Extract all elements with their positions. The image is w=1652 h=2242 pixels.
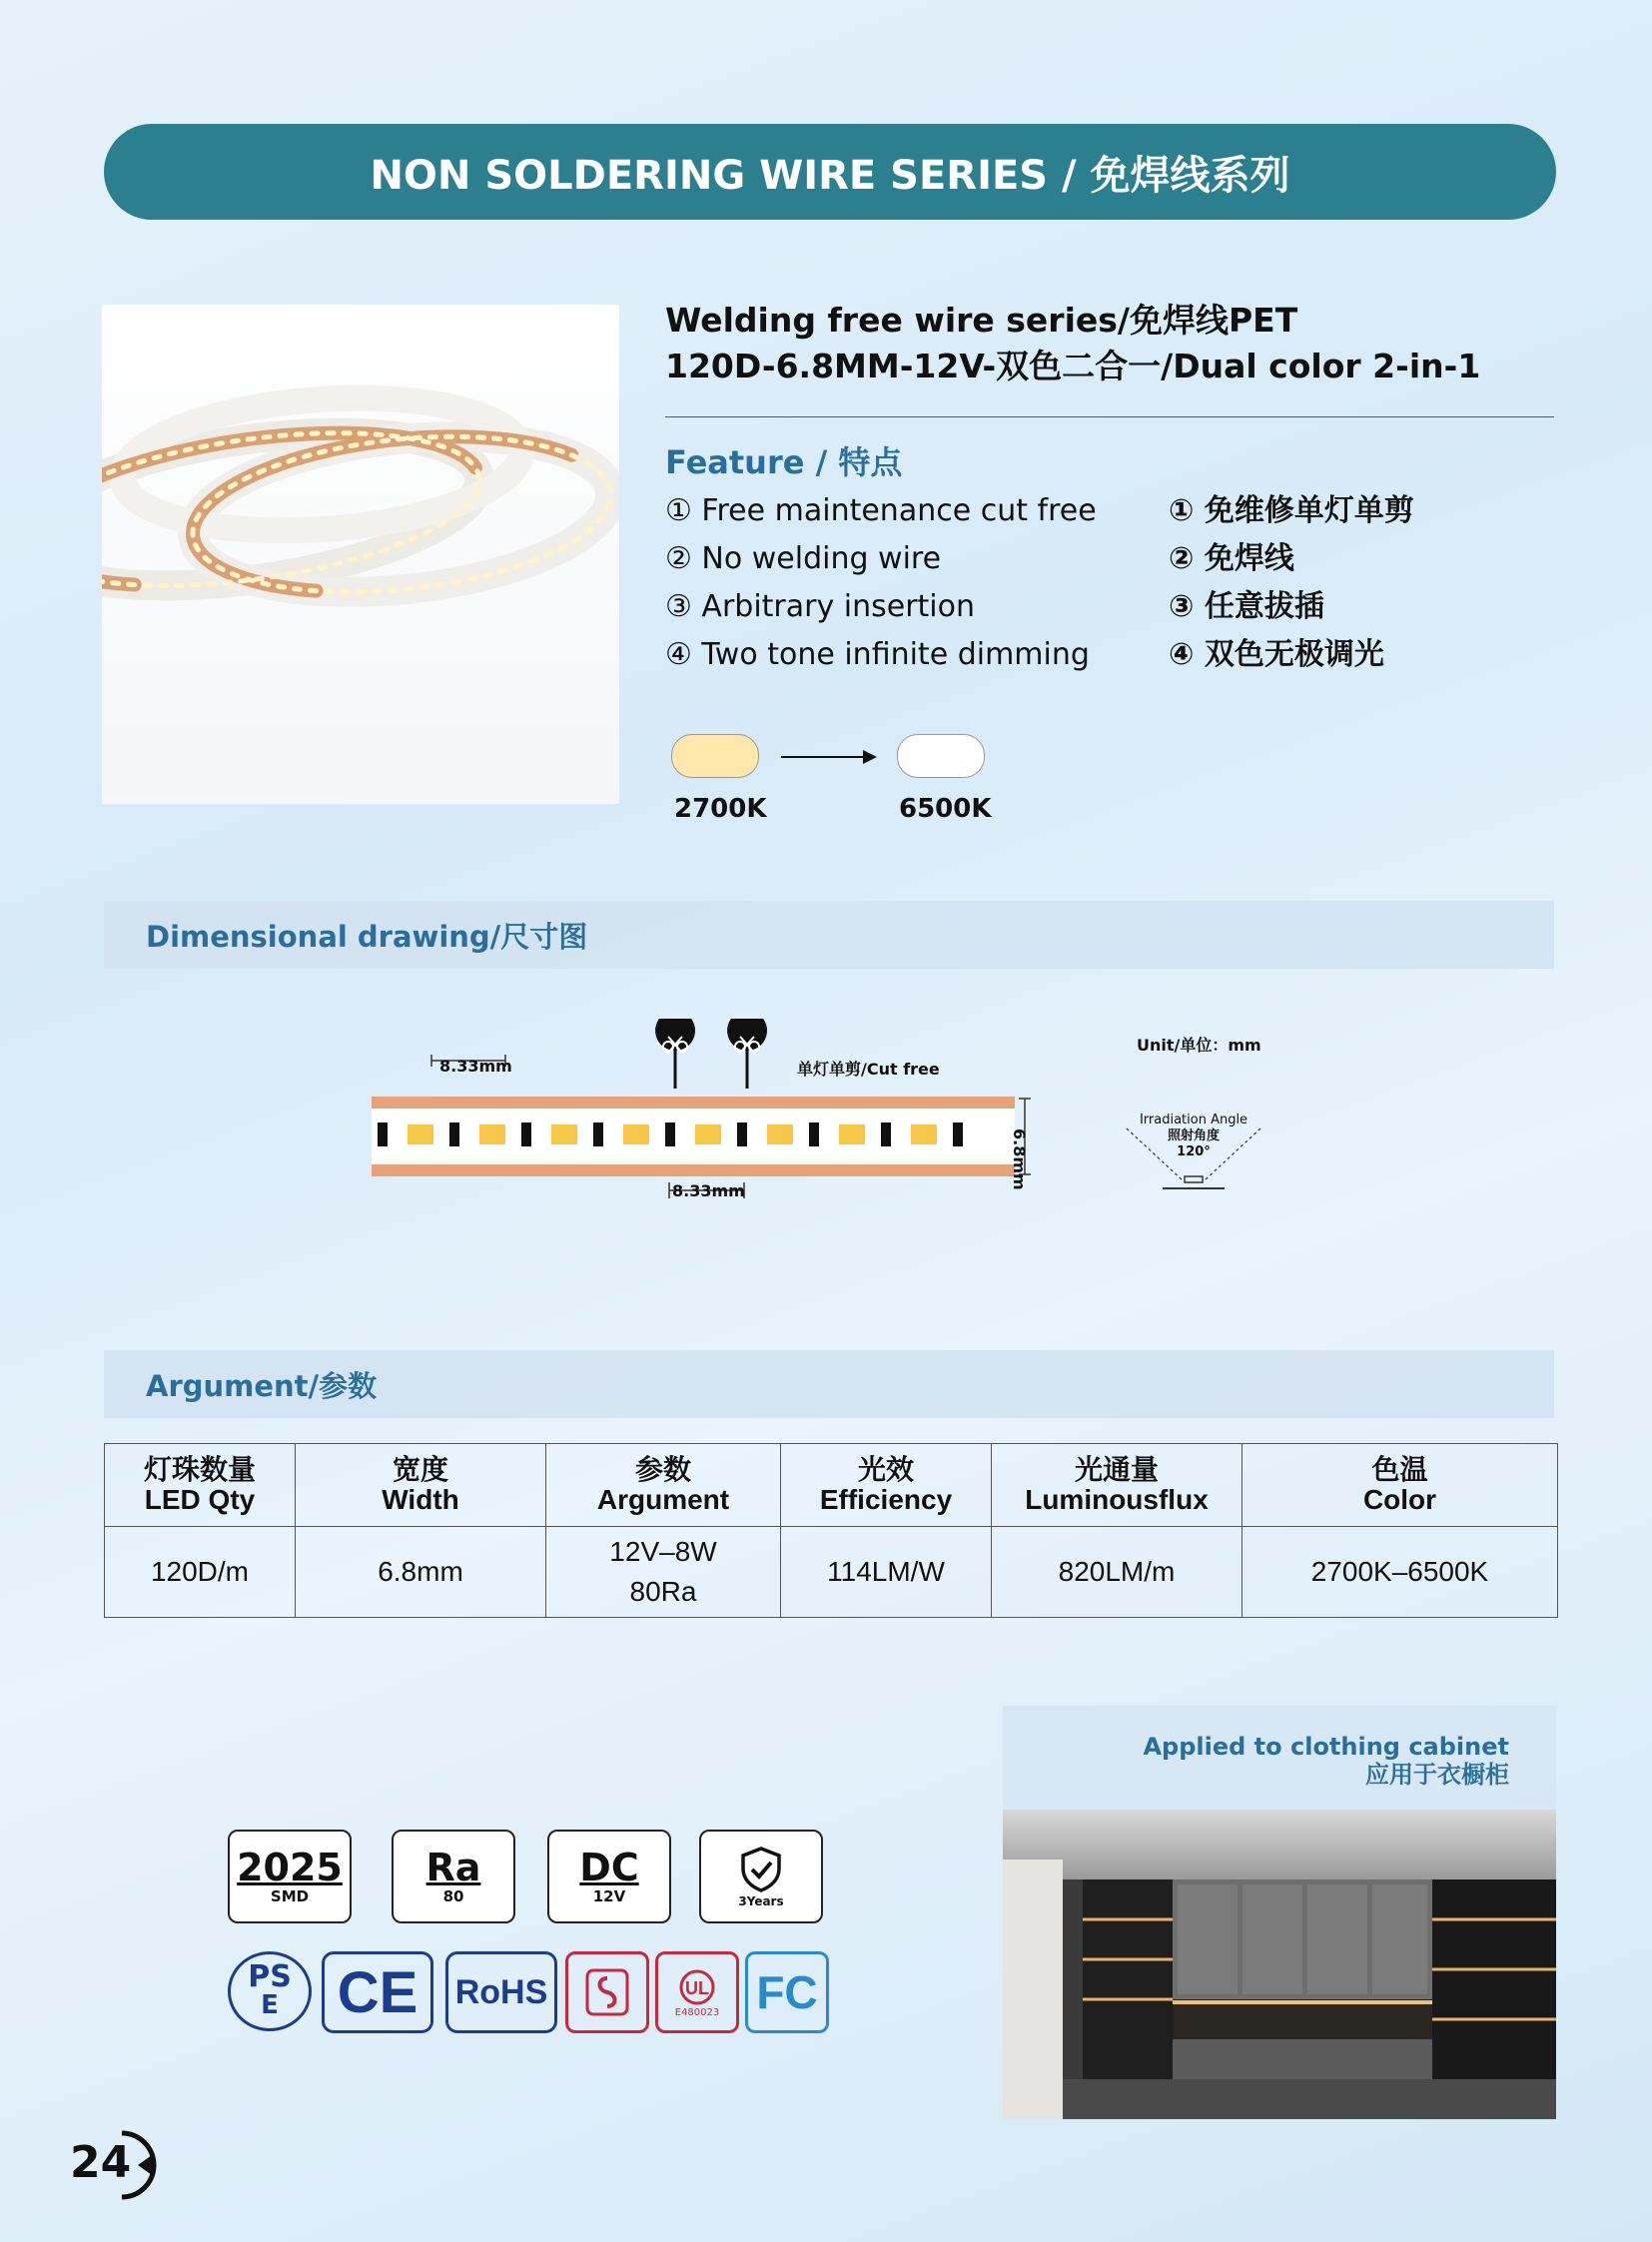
width-label: 6.8mm [1010,1128,1029,1190]
cell-argument [546,1527,781,1618]
applied-title [1143,1733,1509,1789]
led-chip [695,1124,721,1144]
cut-free-label: 单灯单剪/Cut free [797,1060,940,1079]
feature-item: ③ Arbitrary insertion [665,589,976,624]
table-header-cell [1242,1444,1558,1527]
applied-title-cn: 应用于衣橱柜 [1365,1761,1509,1789]
scissors-icon [655,1019,695,1089]
pse-text: PS [248,1959,292,1994]
cell-led-qty: 120D/m [105,1527,296,1618]
series-banner: NON SOLDERING WIRE SERIES / 免焊线系列 [104,124,1556,220]
chip-resistor [809,1122,819,1146]
header-en: Efficiency [819,1484,953,1515]
cell-flux: 820LM/m [992,1527,1242,1618]
svg-text:UL: UL [685,1977,709,1998]
applied-title-en: Applied to clothing cabinet [1143,1733,1509,1761]
shield-check-icon [736,1845,786,1894]
header-cn: 光效 [857,1454,914,1485]
scissors-icon [727,1019,767,1089]
argument-voltage: 12V–8W [609,1536,717,1567]
feature-item: ① Free maintenance cut free [665,493,1097,528]
dimension-section-header [104,901,1554,969]
page-number: 24 [70,2137,132,2188]
unit-label: Unit/单位：mm [1137,1036,1261,1055]
ul-file-number: E480023 [674,2006,720,2018]
chip-resistor [881,1122,891,1146]
table-header-row [105,1444,1558,1527]
badge-value: DC [579,1846,639,1889]
feature-heading: Feature / 特点 [665,443,903,481]
title-divider [665,416,1554,417]
feature-item: ② No welding wire [665,541,942,576]
safety-mark-icon [577,1962,637,2022]
chip-resistor [593,1122,603,1146]
led-chip [767,1124,793,1144]
header-cn: 灯珠数量 [143,1454,256,1485]
header-cn: 参数 [634,1454,691,1485]
pitch-bottom-label: 8.33mm [672,1181,745,1200]
led-chip [623,1124,649,1144]
led-chip [839,1124,865,1144]
led-chip [911,1124,937,1144]
header-en: Luminousflux [1025,1484,1209,1515]
page-arrow-icon [104,2127,164,2203]
spec-table [104,1443,1558,1618]
feature-item: ③ 任意拔插 [1169,589,1324,624]
ul-mark-icon [669,1967,725,2007]
chip-resistor [521,1122,531,1146]
feature-list-cn [1169,487,1414,679]
table-header-cell [781,1444,992,1527]
kitchen-photo [1003,1810,1556,2119]
badge-caption: 12V [592,1887,626,1905]
badge-caption: SMD [270,1887,310,1905]
warranty-badge [699,1830,823,1923]
arrow-right-icon [779,747,879,767]
table-row [105,1527,1558,1618]
badge-value: 2025 [237,1846,343,1889]
pse-cert-icon [228,1951,312,2031]
header-cn: 宽度 [392,1454,448,1485]
header-en: Width [382,1484,459,1515]
led-strip-coil-illustration [102,305,619,804]
temp-to-label: 6500K [899,794,992,824]
cell-color: 2700K–6500K [1242,1527,1558,1618]
product-title-line1: Welding free wire series/免焊线PET [665,301,1298,340]
feature-item: ④ 双色无极调光 [1169,637,1384,672]
pse-e-text: E [261,1990,279,2020]
safety-cert-icon [565,1951,649,2033]
led-chip [408,1124,433,1144]
warm-color-swatch [671,734,759,778]
table-header-cell [296,1444,546,1527]
header-en: LED Qty [144,1484,256,1515]
badge-value: Ra [425,1846,481,1889]
cell-width: 6.8mm [296,1527,546,1618]
led-chip [479,1124,505,1144]
argument-heading: Argument/参数 [146,1368,378,1403]
chip-resistor [449,1122,459,1146]
pitch-top-label: 8.33mm [439,1057,512,1076]
chip-resistor [953,1122,963,1146]
angle-text [1119,1113,1268,1160]
fcc-cert-icon: FC [745,1951,829,2033]
argument-section-header [104,1350,1554,1418]
header-en: Argument [596,1484,730,1515]
argument-ra: 80Ra [629,1576,697,1607]
header-cn: 光通量 [1074,1454,1159,1485]
temp-from-label: 2700K [674,794,767,824]
smd-badge [228,1830,352,1923]
badge-caption: 80 [442,1887,464,1905]
chip-resistor [378,1122,388,1146]
chip-resistor [665,1122,675,1146]
cool-color-swatch [897,734,985,778]
feature-list-en [665,487,1097,679]
table-header-cell [992,1444,1242,1527]
feature-item: ④ Two tone infinite dimming [665,637,1090,672]
ra-badge [392,1830,515,1923]
ul-cert-icon [655,1951,739,2033]
ce-cert-icon: CE [322,1951,433,2033]
chip-resistor [737,1122,747,1146]
header-en: Color [1362,1484,1437,1515]
angle-line2: 照射角度 [1167,1128,1220,1143]
cell-efficiency: 114LM/W [781,1527,992,1618]
dc-badge [547,1830,671,1923]
table-header-cell [546,1444,781,1527]
product-photo [102,305,619,804]
rohs-cert-icon: RoHS [445,1951,557,2033]
table-header-cell [105,1444,296,1527]
header-cn: 色温 [1371,1454,1428,1485]
angle-line1: Irradiation Angle [1139,1113,1248,1127]
led-chip [551,1124,577,1144]
kitchen-cabinet-illustration [1003,1810,1556,2119]
feature-item: ② 免焊线 [1169,541,1294,576]
dimension-heading: Dimensional drawing/尺寸图 [146,919,588,954]
product-title [665,298,1480,389]
feature-item: ① 免维修单灯单剪 [1169,493,1414,528]
angle-line3: 120° [1177,1144,1211,1159]
badge-caption: 3Years [738,1894,784,1908]
product-title-line2: 120D-6.8MM-12V-双色二合一/Dual color 2-in-1 [665,347,1481,385]
